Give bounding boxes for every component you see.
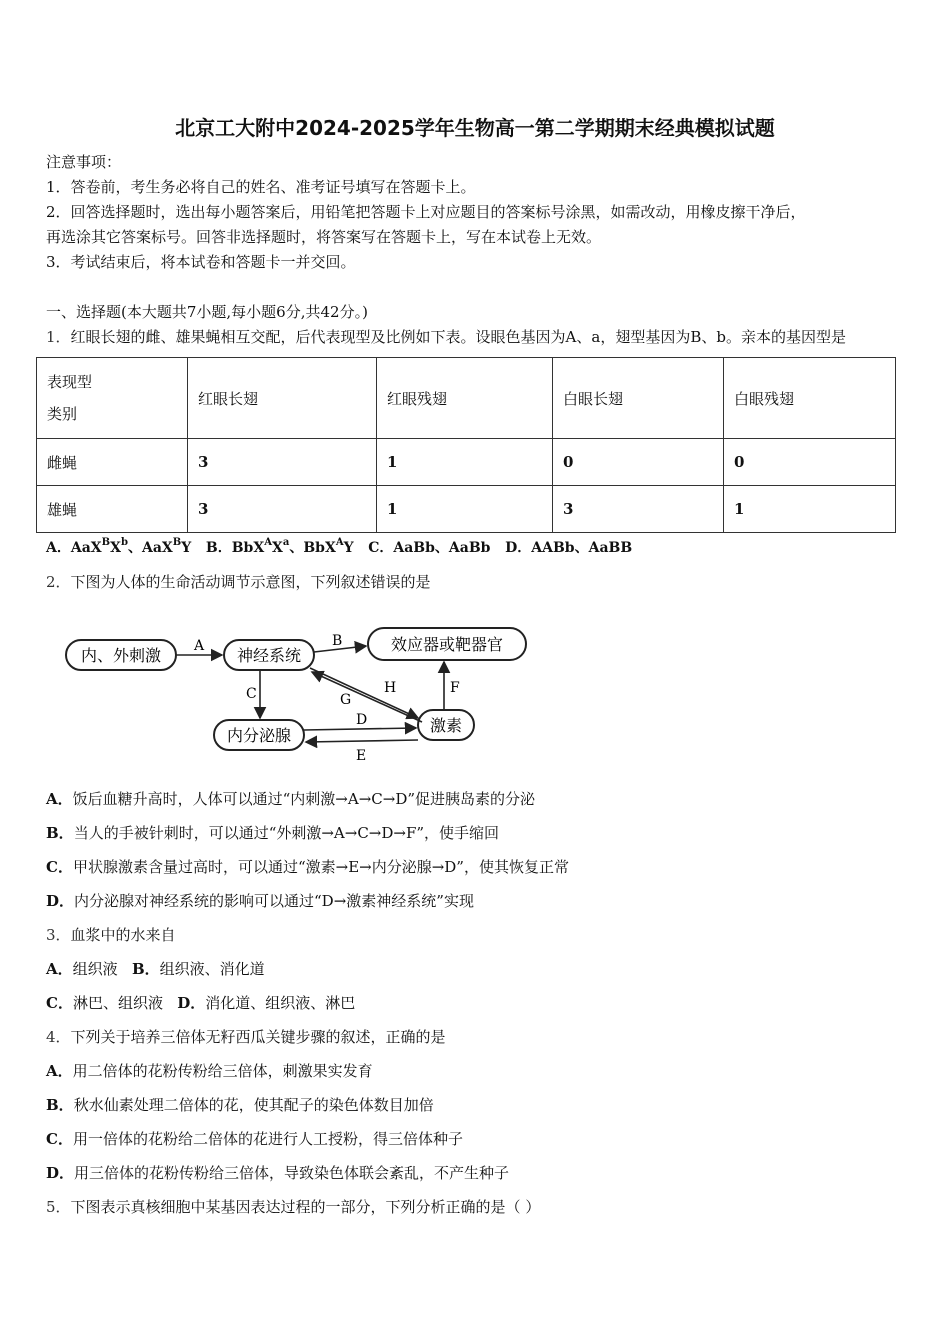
table-cell: 0 [553,439,724,486]
option-row [46,958,265,980]
question-number: 5． [46,1198,71,1216]
table-header-row [37,358,896,439]
option-row [46,890,474,912]
option-label: C． [368,540,394,556]
column-header: 白眼残翅 [724,358,896,439]
nervous-system-label: 神经系统 [236,646,302,665]
option-text: X [110,540,121,556]
hormone-label: 激素 [429,716,463,735]
question-number: 3． [46,926,71,944]
superscript: a [282,537,290,549]
question-2-stem [46,571,431,593]
row-label: 雌蝇 [37,439,188,486]
option-row [46,856,569,878]
edge-label: E [356,748,367,764]
option-row [46,822,499,844]
option-text: 甲状腺激素含量过高时，可以通过“激素→E→内分泌腺→D”，使其恢复正常 [72,858,569,876]
question-3-stem [46,924,176,946]
option-text: 、AaX [128,540,173,556]
table-cell: 0 [724,439,896,486]
option-row [46,1094,434,1116]
superscript: B [101,537,111,549]
option-text: X [271,540,283,556]
table-cell: 1 [377,439,553,486]
question-text: 下列关于培养三倍体无籽西瓜关键步骤的叙述，正确的是 [70,1028,446,1046]
question-text: 下图表示真核细胞中某基因表达过程的一部分，下列分析正确的是（ ） [70,1198,541,1216]
option-text: AABb、AaBB [531,540,633,556]
table-cell: 3 [188,486,377,533]
option-text: 用三倍体的花粉传粉给三倍体，导致染色体联会紊乱，不产生种子 [74,1164,510,1182]
question-text: 下图为人体的生命活动调节示意图，下列叙述错误的是 [70,573,431,591]
edge-label: F [450,680,460,696]
superscript: b [121,537,128,549]
notice-item: 再选涂其它答案标号。回答非选择题时，将答案写在答题卡上，写在本试卷上无效。 [46,228,602,246]
regulation-diagram [60,620,540,770]
column-header: 红眼残翅 [377,358,553,439]
option-text: 用一倍体的花粉给二倍体的花进行人工授粉，得三倍体种子 [72,1130,463,1148]
option-label: A． [46,1062,73,1080]
option-text: 饭后血糖升高时，人体可以通过“内刺激→A→C→D”促进胰岛素的分泌 [72,790,536,808]
question-number: 4． [46,1028,71,1046]
option-label: A． [46,790,73,808]
option-label: D． [46,892,75,910]
superscript: A [335,537,344,549]
header-line: 类别 [47,405,78,423]
table-row [37,439,896,486]
option-text: 、BbX [289,540,336,556]
option-label: C． [46,858,73,876]
table-cell: 1 [377,486,553,533]
question-text: 血浆中的水来自 [70,926,176,944]
column-header: 白眼长翅 [553,358,724,439]
table-cell: 3 [553,486,724,533]
stimulus-label: 内、外刺激 [80,646,162,665]
option-text: BbX [231,540,265,556]
question-number: 1． [46,328,71,346]
option-text: 消化道、组织液、淋巴 [205,994,356,1012]
notice-heading: 注意事项： [46,153,122,171]
option-label: B． [131,960,160,978]
edge-d-arrow [304,728,416,730]
question-1-stem [46,326,846,348]
option-text: 淋巴、组织液 [72,994,163,1012]
superscript: A [264,537,272,549]
section-heading: 一、选择题(本大题共7小题,每小题6分,共42分。) [46,303,368,321]
option-label: B． [46,1096,74,1114]
edge-label: A [194,638,205,654]
table-row [37,486,896,533]
option-label: A． [46,960,73,978]
option-label: C． [46,994,73,1012]
option-text: 组织液、消化道 [159,960,265,978]
question-number: 2． [46,573,71,591]
option-row [46,1162,509,1184]
effector-label: 效应器或靶器官 [390,635,504,654]
option-text: Y [343,540,354,556]
table-corner-header [37,358,188,439]
option-label: D． [177,994,206,1012]
edge-label: H [384,680,397,696]
column-header: 红眼长翅 [188,358,377,439]
question-text: 红眼长翅的雌、雄果蝇相互交配，后代表现型及比例如下表。设眼色基因为A、a，翅型基因为B、b。亲本的基因型是 [70,328,846,346]
option-text: 组织液 [72,960,118,978]
table-cell: 3 [188,439,377,486]
option-text: Y [181,540,192,556]
edge-e-arrow [306,740,418,742]
question-1-options [46,537,632,559]
option-row [46,788,535,810]
option-label: A． [46,540,71,556]
question-5-stem [46,1196,540,1218]
option-text: 内分泌腺对神经系统的影响可以通过“D→激素神经系统”实现 [74,892,474,910]
table-cell: 1 [724,486,896,533]
question-4-stem [46,1026,446,1048]
option-text: AaX [70,540,102,556]
option-label: B． [46,824,74,842]
option-label: C． [46,1130,73,1148]
option-label: D． [505,540,532,556]
option-text: 用二倍体的花粉传粉给三倍体，刺激果实发育 [72,1062,373,1080]
option-text: AaBb、AaBb [393,540,491,556]
notice-item: 1．答卷前，考生务必将自己的姓名、准考证号填写在答题卡上。 [46,178,476,196]
page-title: 北京工大附中2024-2025学年生物高一第二学期期末经典模拟试题 [175,116,775,140]
option-label: B． [205,540,232,556]
option-text: 秋水仙素处理二倍体的花，使其配子的染色体数目加倍 [73,1096,434,1114]
edge-label: G [340,692,352,708]
superscript: B [172,537,182,549]
option-row [46,1128,463,1150]
option-row [46,1060,373,1082]
results-table [36,357,896,533]
endocrine-label: 内分泌腺 [226,726,292,745]
edge-h-arrow [310,668,418,718]
option-text: 当人的手被针刺时，可以通过“外刺激→A→C→D→F”，使手缩回 [73,824,500,842]
edge-label: C [246,686,257,702]
notice-item: 3．考试结束后，将本试卷和答题卡一并交回。 [46,253,356,271]
header-line: 表现型 [47,373,93,391]
row-label: 雄蝇 [37,486,188,533]
notice-item: 2．回答选择题时，选出每小题答案后，用铅笔把答题卡上对应题目的答案标号涂黑，如需改动，用橡皮擦干净后， [46,203,806,221]
edge-label: B [332,633,343,649]
option-label: D． [46,1164,75,1182]
option-row [46,992,355,1014]
edge-label: D [356,712,368,728]
